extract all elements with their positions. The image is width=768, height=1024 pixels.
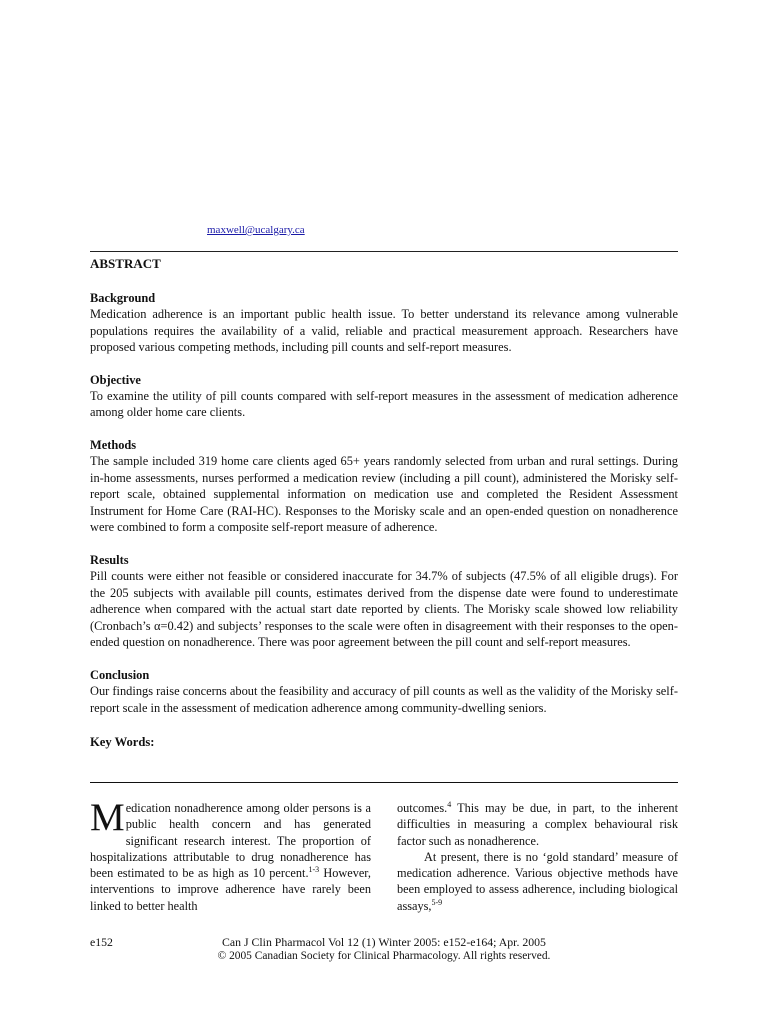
keywords-label: Key Words:: [90, 735, 155, 750]
section-title-conclusion: Conclusion: [90, 667, 150, 682]
abstract-heading: ABSTRACT: [90, 256, 161, 271]
section-text-results: Pill counts were either not feasible or considered inaccurate for 34.7% of subjects (47.5% of all eligible drugs). For the 205 subjects with available pill counts, estimates derived from the dispense date were found to underestimate adherence when compared with the actual start date reported by clients. The Morisky scale showed low reliability (Cronbach’s α=0.42) and subjects’ responses to the scale were often in disagreement with their responses to the open-ended question on nonadherence. There was poor agreement between the pill count and self-report measures.: [90, 568, 678, 650]
intro-text-2: However, interventions to improve adherence have rarely been linked to better health: [90, 866, 371, 913]
author-email-link[interactable]: maxwell@ucalgary.ca: [207, 224, 305, 236]
citation-ref: 1-3: [308, 865, 320, 875]
continuation-paragraph: [397, 800, 678, 849]
top-divider: [90, 251, 678, 252]
second-paragraph: [397, 849, 678, 914]
page-number: e152: [90, 935, 113, 949]
intro-text-1: edication nonadherence among older persons is a public health concern and has generated significant research interest. The proportion of hospitalizations attributable to drug nonadherence has been estimated to be as high as 10 percent.: [90, 801, 371, 881]
abstract: [90, 256, 678, 750]
section-text-methods: The sample included 319 home care clients aged 65+ years randomly selected from urban and rural settings. During in-home assessments, nurses performed a medication review (including a pill count), administered the Morisky self-report scale, obtained supplemental information on medication use and completed the Resident Assessment Instrument for Home Care (RAI-HC). Responses to the Morisky scale and an open-ended question on nonadherence were combined to form a composite self-report measure of adherence.: [90, 453, 678, 535]
citation-ref: 5-9: [431, 897, 443, 907]
section-text-objective: To examine the utility of pill counts compared with self-report measures in the assessment of medication adherence among older home care clients.: [90, 388, 678, 420]
continuation-text-1: outcomes.: [397, 801, 448, 815]
intro-paragraph: [90, 796, 371, 914]
section-title-methods: Methods: [90, 437, 137, 452]
second-text: At present, there is no ‘gold standard’ measure of medication adherence. Various objective methods have been employed to assess adherence, including biological assays,: [397, 849, 678, 913]
citation-ref: 4: [447, 799, 452, 809]
section-title-results: Results: [90, 552, 129, 567]
body-column-right: [397, 800, 678, 914]
section-text-background: Medication adherence is an important public health issue. To better understand its relevance among vulnerable populations requires the availability of a valid, reliable and practical measurement approach. Researchers have proposed various competing methods, including pill counts and self-report measures.: [90, 307, 678, 355]
continuation-text-2: This may be due, in part, to the inherent difficulties in measuring a complex behavioural risk factor such as nonadherence.: [397, 801, 678, 848]
section-title-objective: Objective: [90, 372, 141, 387]
drop-cap: M: [90, 796, 125, 839]
copyright-notice: © 2005 Canadian Society for Clinical Pharmacology. All rights reserved.: [217, 950, 551, 962]
section-text-conclusion: Our findings raise concerns about the feasibility and accuracy of pill counts as well as the validity of the Morisky self-report scale in the assessment of medication adherence among community-dwelling seniors.: [90, 683, 678, 715]
section-title-background: Background: [90, 291, 156, 305]
body-column-left: [90, 796, 371, 914]
keywords-divider: [90, 782, 678, 783]
journal-citation: Can J Clin Pharmacol Vol 12 (1) Winter 2005: e152-e164; Apr. 2005: [222, 935, 546, 949]
